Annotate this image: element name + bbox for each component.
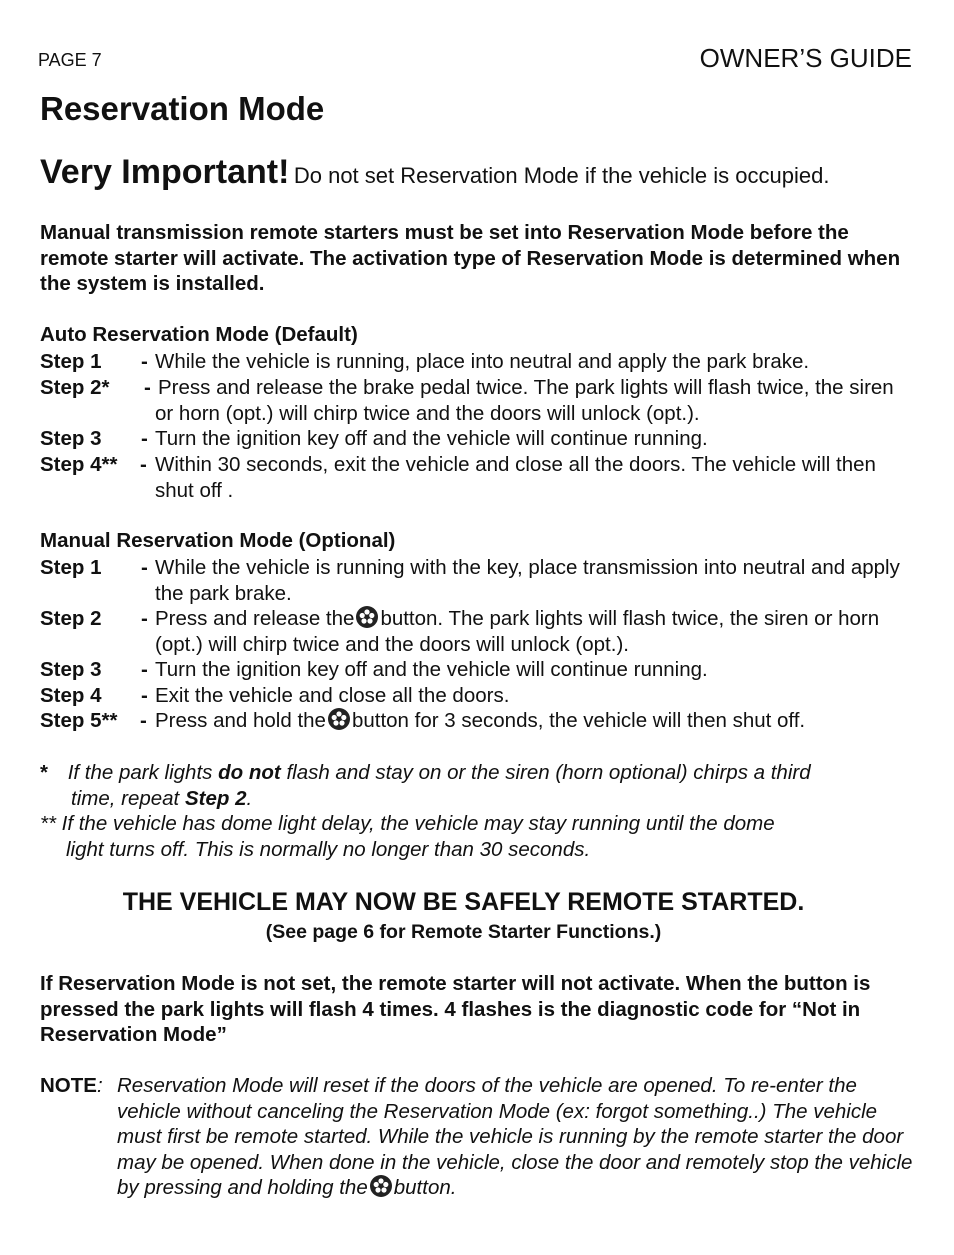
- very-important-line: [40, 153, 829, 192]
- page-title: Reservation Mode: [40, 90, 325, 127]
- step-dash: -: [141, 556, 148, 579]
- not-set-warning: If Reservation Mode is not set, the remote starter will not activate. When the button is pressed the park lights will flash 4 times. 4 flashes is the diagnostic code for “Not in Reservation Mode”: [40, 972, 871, 1047]
- very-important-text: Do not set Reservation Mode if the vehicle is occupied.: [293, 163, 830, 188]
- step-text: While the vehicle is running with the key, place transmission into neutral and apply the park brake.: [155, 556, 900, 605]
- note-text: Reservation Mode will reset if the doors of the vehicle are opened. To re-enter the vehicle without canceling the Reservation Mode (ex: forgot something..) The vehicle must first be remote started. While the vehicle is running by the remote starter the door may be opened. When done in the vehicle, close the door and remotely stop the vehicle by pressing and holding the button.: [117, 1074, 913, 1200]
- remote-start-icon: [328, 708, 350, 730]
- note-label: NOTE: [40, 1074, 97, 1097]
- very-important-lead: Very Important!: [40, 153, 290, 191]
- step-label: Step 4**: [40, 453, 118, 476]
- note-label-wrap: NOTE:: [40, 1074, 103, 1097]
- step-dash: -: [140, 709, 147, 732]
- step-text: While the vehicle is running, place into neutral and apply the park brake.: [155, 350, 810, 373]
- safe-start-banner: THE VEHICLE MAY NOW BE SAFELY REMOTE STARTED.: [122, 888, 805, 916]
- step-dash: -: [141, 658, 148, 681]
- step-text: Press and hold the button for 3 seconds, the vehicle will then shut off.: [155, 709, 806, 732]
- step-label: Step 3: [40, 427, 102, 450]
- safe-start-subtext: (See page 6 for Remote Starter Functions.): [265, 921, 662, 943]
- step-text: Exit the vehicle and close all the doors.: [155, 684, 510, 707]
- step-text: Press and release the button. The park lights will flash twice, the siren or horn (opt.) will chirp twice and the doors will unlock (opt.).: [155, 607, 880, 656]
- remote-start-icon: [370, 1175, 392, 1197]
- step-dash: -: [141, 684, 148, 707]
- step-label: Step 1: [40, 556, 102, 579]
- footnote-single: * If the park lights do not flash and stay on or the siren (horn optional) chirps a third time, repeat Step 2.: [40, 761, 811, 810]
- manual-heading: Manual Reservation Mode (Optional): [40, 529, 396, 552]
- step-dash: -: [141, 350, 148, 373]
- step-dash: -: [141, 607, 148, 630]
- step-text: Within 30 seconds, exit the vehicle and close all the doors. The vehicle will then shut off .: [155, 453, 876, 502]
- footnote-double: ** If the vehicle has dome light delay, the vehicle may stay running until the dome light turns off. This is normally no longer than 30 seconds.: [40, 812, 775, 861]
- intro-paragraph: Manual transmission remote starters must be set into Reservation Mode before the remote starter will activate. The activation type of Reservation Mode is determined when the system is installed.: [40, 221, 901, 296]
- step-label: Step 1: [40, 350, 102, 373]
- step-label: Step 3: [40, 658, 102, 681]
- step-label: Step 2: [40, 607, 102, 630]
- auto-heading: Auto Reservation Mode (Default): [40, 323, 358, 346]
- step-label: Step 5**: [40, 709, 118, 732]
- step-label: Step 4: [40, 684, 102, 707]
- step-label: Step 2*: [40, 376, 110, 399]
- page-number: PAGE 7: [38, 50, 102, 70]
- step-text: Turn the ignition key off and the vehicle will continue running.: [155, 427, 708, 450]
- step-text: Turn the ignition key off and the vehicle will continue running.: [155, 658, 708, 681]
- remote-start-icon: [356, 606, 378, 628]
- step-dash: -: [144, 376, 151, 399]
- step-dash: -: [141, 427, 148, 450]
- step-dash: -: [140, 453, 147, 476]
- guide-title: OWNER’S GUIDE: [699, 43, 912, 73]
- step-text: Press and release the brake pedal twice. The park lights will flash twice, the siren or horn (opt.) will chirp twice and the doors will unlock (opt.).: [155, 376, 894, 425]
